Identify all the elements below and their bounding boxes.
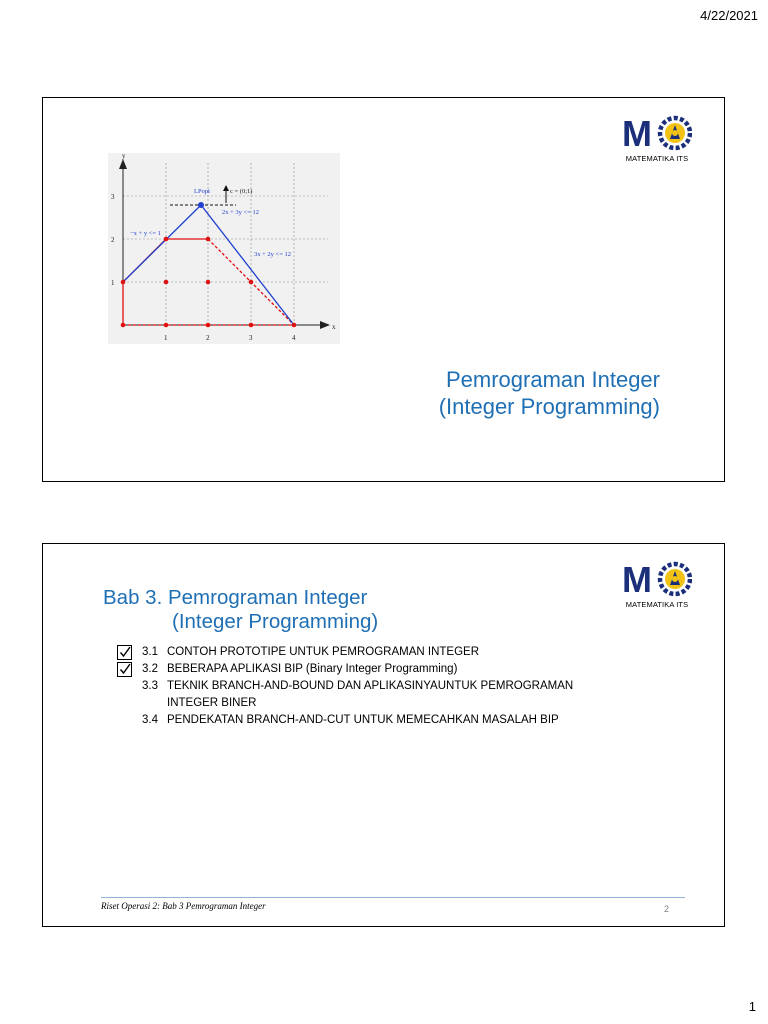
x-tick-1: 1: [164, 334, 168, 342]
its-emblem-icon: [622, 561, 692, 597]
y-tick-3: 3: [111, 193, 115, 201]
label-c1: −x + y <= 1: [130, 230, 161, 237]
footer-divider: [101, 897, 685, 898]
topic-item: [105, 712, 665, 729]
integer-point: [164, 237, 169, 242]
slide-2-heading-line-1: Bab 3. Pemrograman Integer: [103, 586, 368, 609]
integer-hull-solid: [123, 239, 208, 282]
logo-caption: MATEMATIKA ITS: [625, 600, 689, 609]
lp-boundary: [123, 205, 294, 325]
slide-2: [42, 543, 725, 927]
topic-text: CONTOH PROTOTIPE UNTUK PEMROGRAMAN INTEGER: [167, 646, 480, 658]
axis-label-y: y: [122, 153, 126, 160]
integer-point: [292, 323, 297, 328]
topic-list: [105, 644, 665, 729]
logo-caption: MATEMATIKA ITS: [625, 154, 689, 163]
slide-page-number: 2: [663, 904, 669, 914]
label-c3: 3x + 2y <= 12: [254, 251, 291, 258]
slide-1-title-line-1: Pemrograman Integer: [446, 367, 660, 392]
integer-point: [249, 323, 254, 328]
y-tick-2: 2: [111, 236, 115, 244]
c-vector-arrow-icon: [223, 185, 229, 191]
topic-item: [105, 678, 665, 712]
integer-point: [206, 280, 211, 285]
x-tick-2: 2: [206, 334, 210, 342]
slide-2-heading-line-2: (Integer Programming): [172, 610, 379, 633]
topic-item: [105, 661, 665, 678]
slide-1-title: [439, 366, 660, 420]
y-axis-arrow-icon: [119, 159, 127, 169]
slide-2-heading: [103, 586, 378, 634]
its-emblem-icon: [622, 115, 692, 151]
slide-1-title-line-2: (Integer Programming): [438, 394, 660, 419]
integer-programming-graph: [108, 153, 340, 344]
integer-point: [121, 323, 126, 328]
slide-1: [42, 97, 725, 482]
integer-point: [121, 280, 126, 285]
topic-number: 3.3: [142, 680, 158, 692]
integer-point: [206, 323, 211, 328]
checkbox-checked-icon: [117, 662, 132, 677]
x-tick-4: 4: [292, 334, 296, 342]
lp-optimum-point: [198, 202, 204, 208]
topic-text: BEBERAPA APLIKASI BIP (Binary Integer Programming): [167, 663, 458, 675]
y-tick-1: 1: [111, 279, 115, 287]
label-lpopt: LPopt: [194, 188, 210, 195]
integer-point: [164, 280, 169, 285]
label-c: c = (0;1): [230, 188, 253, 195]
axis-label-x: x: [332, 323, 336, 331]
x-tick-3: 3: [249, 334, 253, 342]
topic-text-continued: INTEGER BINER: [167, 697, 257, 709]
checkbox-checked-icon: [117, 645, 132, 660]
label-c2: 2x + 3y <= 12: [222, 209, 259, 216]
integer-point: [164, 323, 169, 328]
topic-text: TEKNIK BRANCH-AND-BOUND DAN APLIKASINYAUNTUK PEMROGRAMAN: [167, 680, 574, 692]
x-axis-arrow-icon: [320, 321, 330, 329]
topic-number: 3.4: [142, 714, 158, 726]
matematika-its-logo: [612, 115, 702, 167]
page-number: 1: [748, 999, 756, 1014]
svg-text:M: M: [622, 561, 652, 597]
page-date: 4/22/2021: [700, 8, 758, 23]
slide-footer: Riset Operasi 2: Bab 3 Pemrograman Integer: [101, 901, 266, 911]
topic-text: PENDEKATAN BRANCH-AND-CUT UNTUK MEMECAHKAN MASALAH BIP: [167, 714, 559, 726]
svg-text:M: M: [622, 115, 652, 151]
matematika-its-logo: [612, 561, 702, 613]
integer-point: [249, 280, 254, 285]
integer-point: [206, 237, 211, 242]
topic-number: 3.2: [142, 663, 158, 675]
topic-item: [105, 644, 665, 661]
topic-number: 3.1: [142, 646, 158, 658]
